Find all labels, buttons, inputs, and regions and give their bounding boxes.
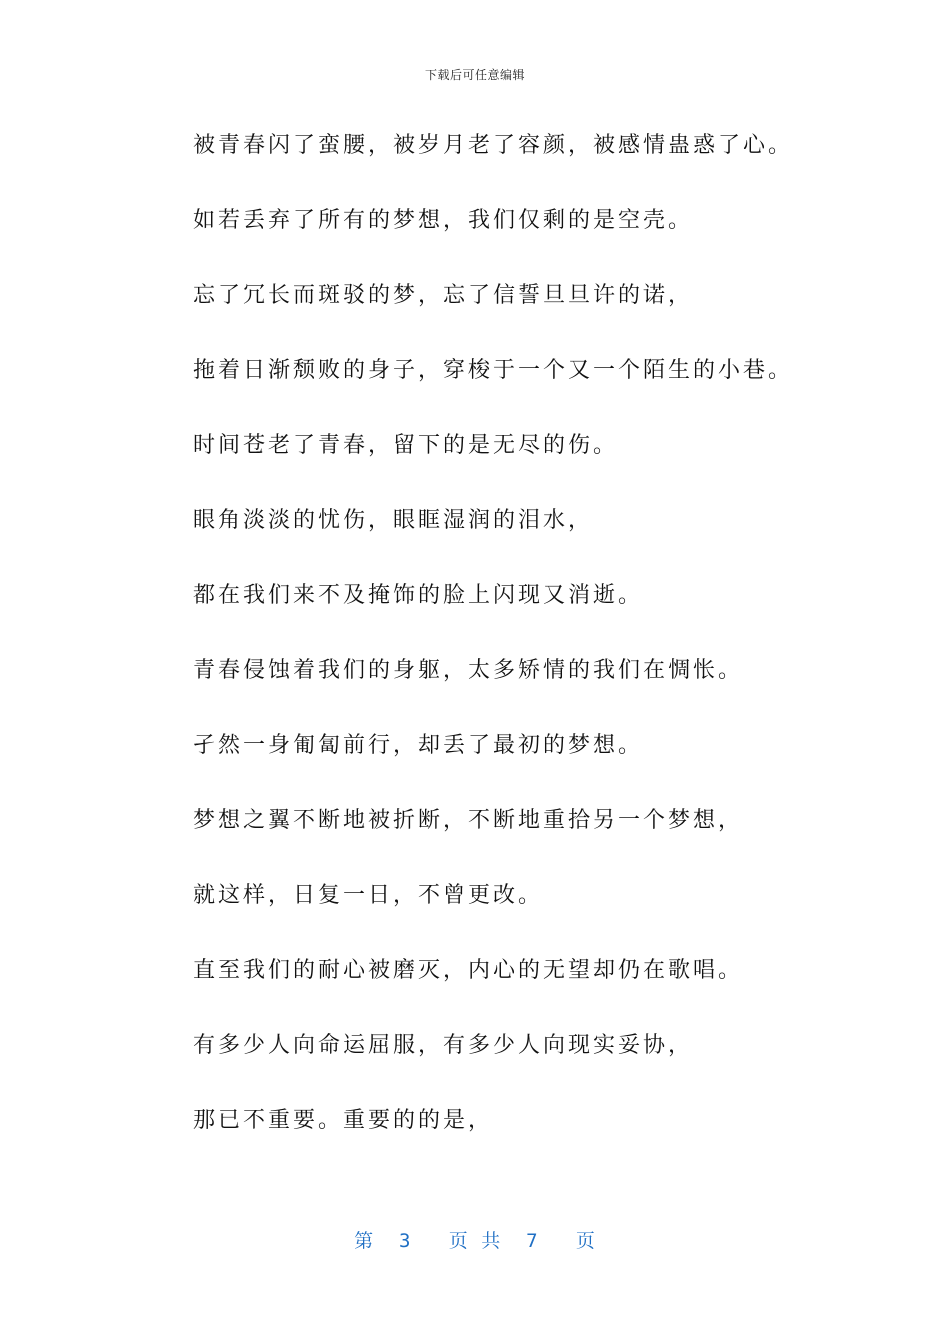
text-line: 时间苍老了青春，留下的是无尽的伤。	[193, 433, 619, 458]
text-line: 有多少人向命运屈服，有多少人向现实妥协，	[193, 1033, 694, 1058]
text-line: 直至我们的耐心被磨灭，内心的无望却仍在歌唱。	[193, 958, 744, 983]
text-line: 那已不重要。重要的的是，	[193, 1108, 494, 1133]
text-line: 就这样，日复一日，不曾更改。	[193, 883, 544, 908]
text-line: 忘了冗长而斑驳的梦，忘了信誓旦旦许的诺，	[193, 283, 694, 308]
text-line: 拖着日渐颓败的身子，穿梭于一个又一个陌生的小巷。	[193, 358, 794, 383]
text-line: 被青春闪了蛮腰，被岁月老了容颜，被感情蛊惑了心。	[193, 133, 794, 158]
document-body	[193, 127, 833, 1177]
text-line: 梦想之翼不断地被折断，不断地重拾另一个梦想，	[193, 808, 744, 833]
page-header: 下载后可任意编辑	[424, 68, 525, 82]
text-line: 如若丢弃了所有的梦想，我们仅剩的是空壳。	[193, 208, 694, 233]
text-line: 都在我们来不及掩饰的脸上闪现又消逝。	[193, 583, 644, 608]
text-line: 眼角淡淡的忧伤，眼眶湿润的泪水，	[193, 508, 594, 533]
text-line: 青春侵蚀着我们的身躯，太多矫情的我们在惆怅。	[193, 658, 744, 683]
text-line: 孑然一身匍匐前行，却丢了最初的梦想。	[193, 733, 644, 758]
page-number-footer: 第 3 页 共 7 页	[354, 1230, 596, 1252]
